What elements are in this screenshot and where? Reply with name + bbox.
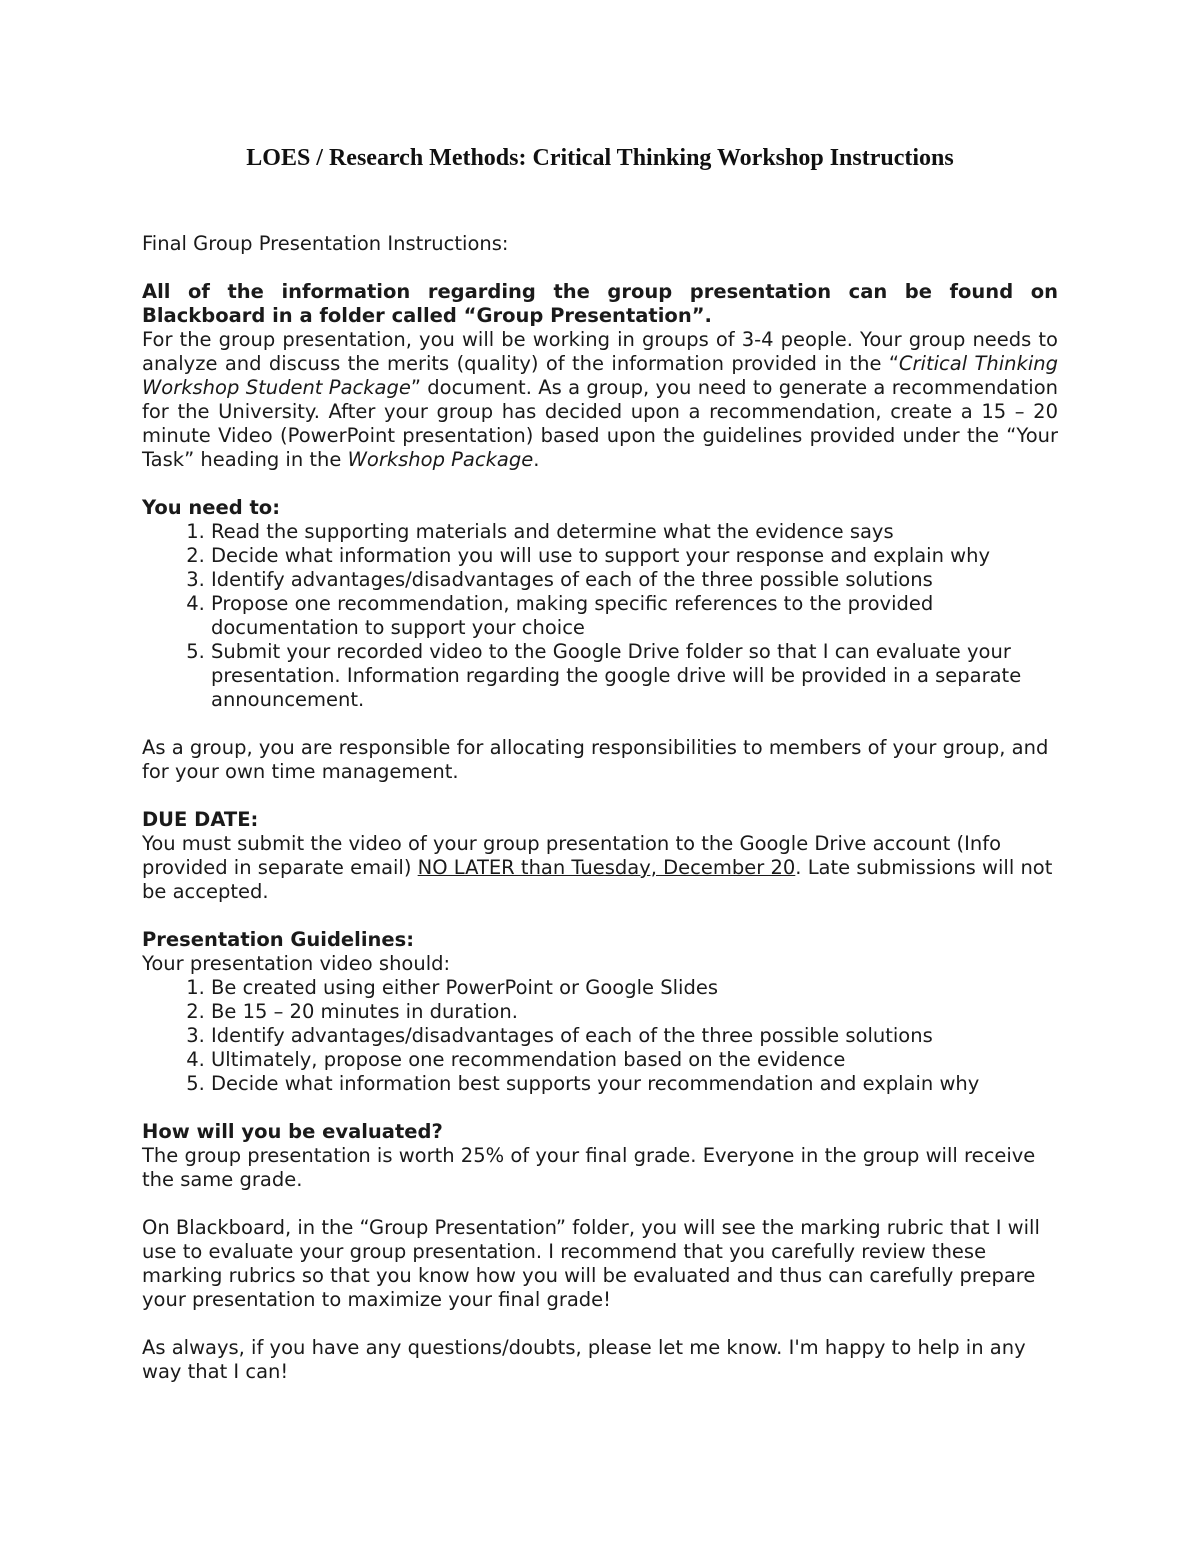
spacer	[142, 784, 1058, 808]
list-item: 2. Decide what information you will use to support your response and explain why	[211, 544, 1058, 568]
intro-italic-workshop: Workshop Package	[347, 448, 534, 471]
spacer	[142, 472, 1058, 496]
spacer	[142, 1096, 1058, 1120]
list-item: 1. Read the supporting materials and determine what the evidence says	[211, 520, 1058, 544]
list-item: 4. Propose one recommendation, making specific references to the provided documentation to support your choice	[211, 592, 1058, 640]
evaluation-paragraph: The group presentation is worth 25% of your final grade. Everyone in the group will receive the same grade.	[142, 1144, 1036, 1191]
need-list	[142, 520, 1058, 712]
intro-italic-package: Critical Thinking Workshop Student Package	[142, 352, 1058, 399]
intro-text-3: .	[533, 448, 540, 471]
intro-bold-line-1: All of the information regarding the group presentation can be found on	[142, 280, 1058, 303]
spacer	[142, 1312, 1058, 1336]
document-page	[142, 140, 1058, 1384]
need-heading: You need to:	[142, 496, 280, 519]
final-presentation-heading: Final Group Presentation Instructions:	[142, 232, 509, 255]
evaluation-heading: How will you be evaluated?	[142, 1120, 443, 1143]
intro-text-1: For the group presentation, you will be working in groups of 3-4 people. Your group needs to analyze and discuss the merits (quality) of the information provided in the “	[142, 328, 1058, 375]
closing-paragraph: As always, if you have any questions/doubts, please let me know. I'm happy to help in any way that I can!	[142, 1336, 1026, 1383]
list-item: 4. Ultimately, propose one recommendation based on the evidence	[211, 1048, 1058, 1072]
list-item: 1. Be created using either PowerPoint or Google Slides	[211, 976, 1058, 1000]
due-text-1: You must submit the video of your group presentation to the Google Drive account (Info provided in separate email)	[142, 832, 1001, 879]
list-item: 3. Identify advantages/disadvantages of each of the three possible solutions	[211, 1024, 1058, 1048]
list-item: 5. Decide what information best supports your recommendation and explain why	[211, 1072, 1058, 1096]
spacer	[142, 256, 1058, 280]
spacer	[142, 712, 1058, 736]
intro-paragraph	[142, 328, 1058, 472]
spacer	[142, 904, 1058, 928]
list-item: 3. Identify advantages/disadvantages of each of the three possible solutions	[211, 568, 1058, 592]
due-date-paragraph	[142, 832, 1058, 904]
spacer	[142, 1192, 1058, 1216]
due-text-2: . Late submissions will not be accepted.	[142, 856, 1053, 903]
guidelines-intro: Your presentation video should:	[142, 952, 451, 975]
due-date-heading: DUE DATE:	[142, 808, 259, 831]
responsibility-paragraph: As a group, you are responsible for allocating responsibilities to members of your group, and for your own time management.	[142, 736, 1049, 783]
document-title: LOES / Research Methods: Critical Thinking Workshop Instructions	[246, 145, 954, 171]
rubric-paragraph: On Blackboard, in the “Group Presentation” folder, you will see the marking rubric that I will use to evaluate your group presentation. I recommend that you carefully review these marking rubrics so that you know how you will be evaluated and thus can carefully prepare your presentation to maximize your final grade!	[142, 1216, 1040, 1311]
intro-bold-line-2: Blackboard in a folder called “Group Presentation”.	[142, 304, 712, 327]
list-item: 5. Submit your recorded video to the Google Drive folder so that I can evaluate your presentation. Information regarding the google drive will be provided in a separate announcement.	[211, 640, 1058, 712]
intro-text-2: ” document. As a group, you need to generate a recommendation for the University. After your group has decided upon a recommendation, create a 15 – 20 minute Video (PowerPoint presentation) based upon the guidelines provided under the “Your Task” heading in the	[142, 376, 1058, 471]
guidelines-heading: Presentation Guidelines:	[142, 928, 415, 951]
due-deadline: NO LATER than Tuesday, December 20	[417, 856, 796, 879]
list-item: 2. Be 15 – 20 minutes in duration.	[211, 1000, 1058, 1024]
guidelines-list	[142, 976, 1058, 1096]
